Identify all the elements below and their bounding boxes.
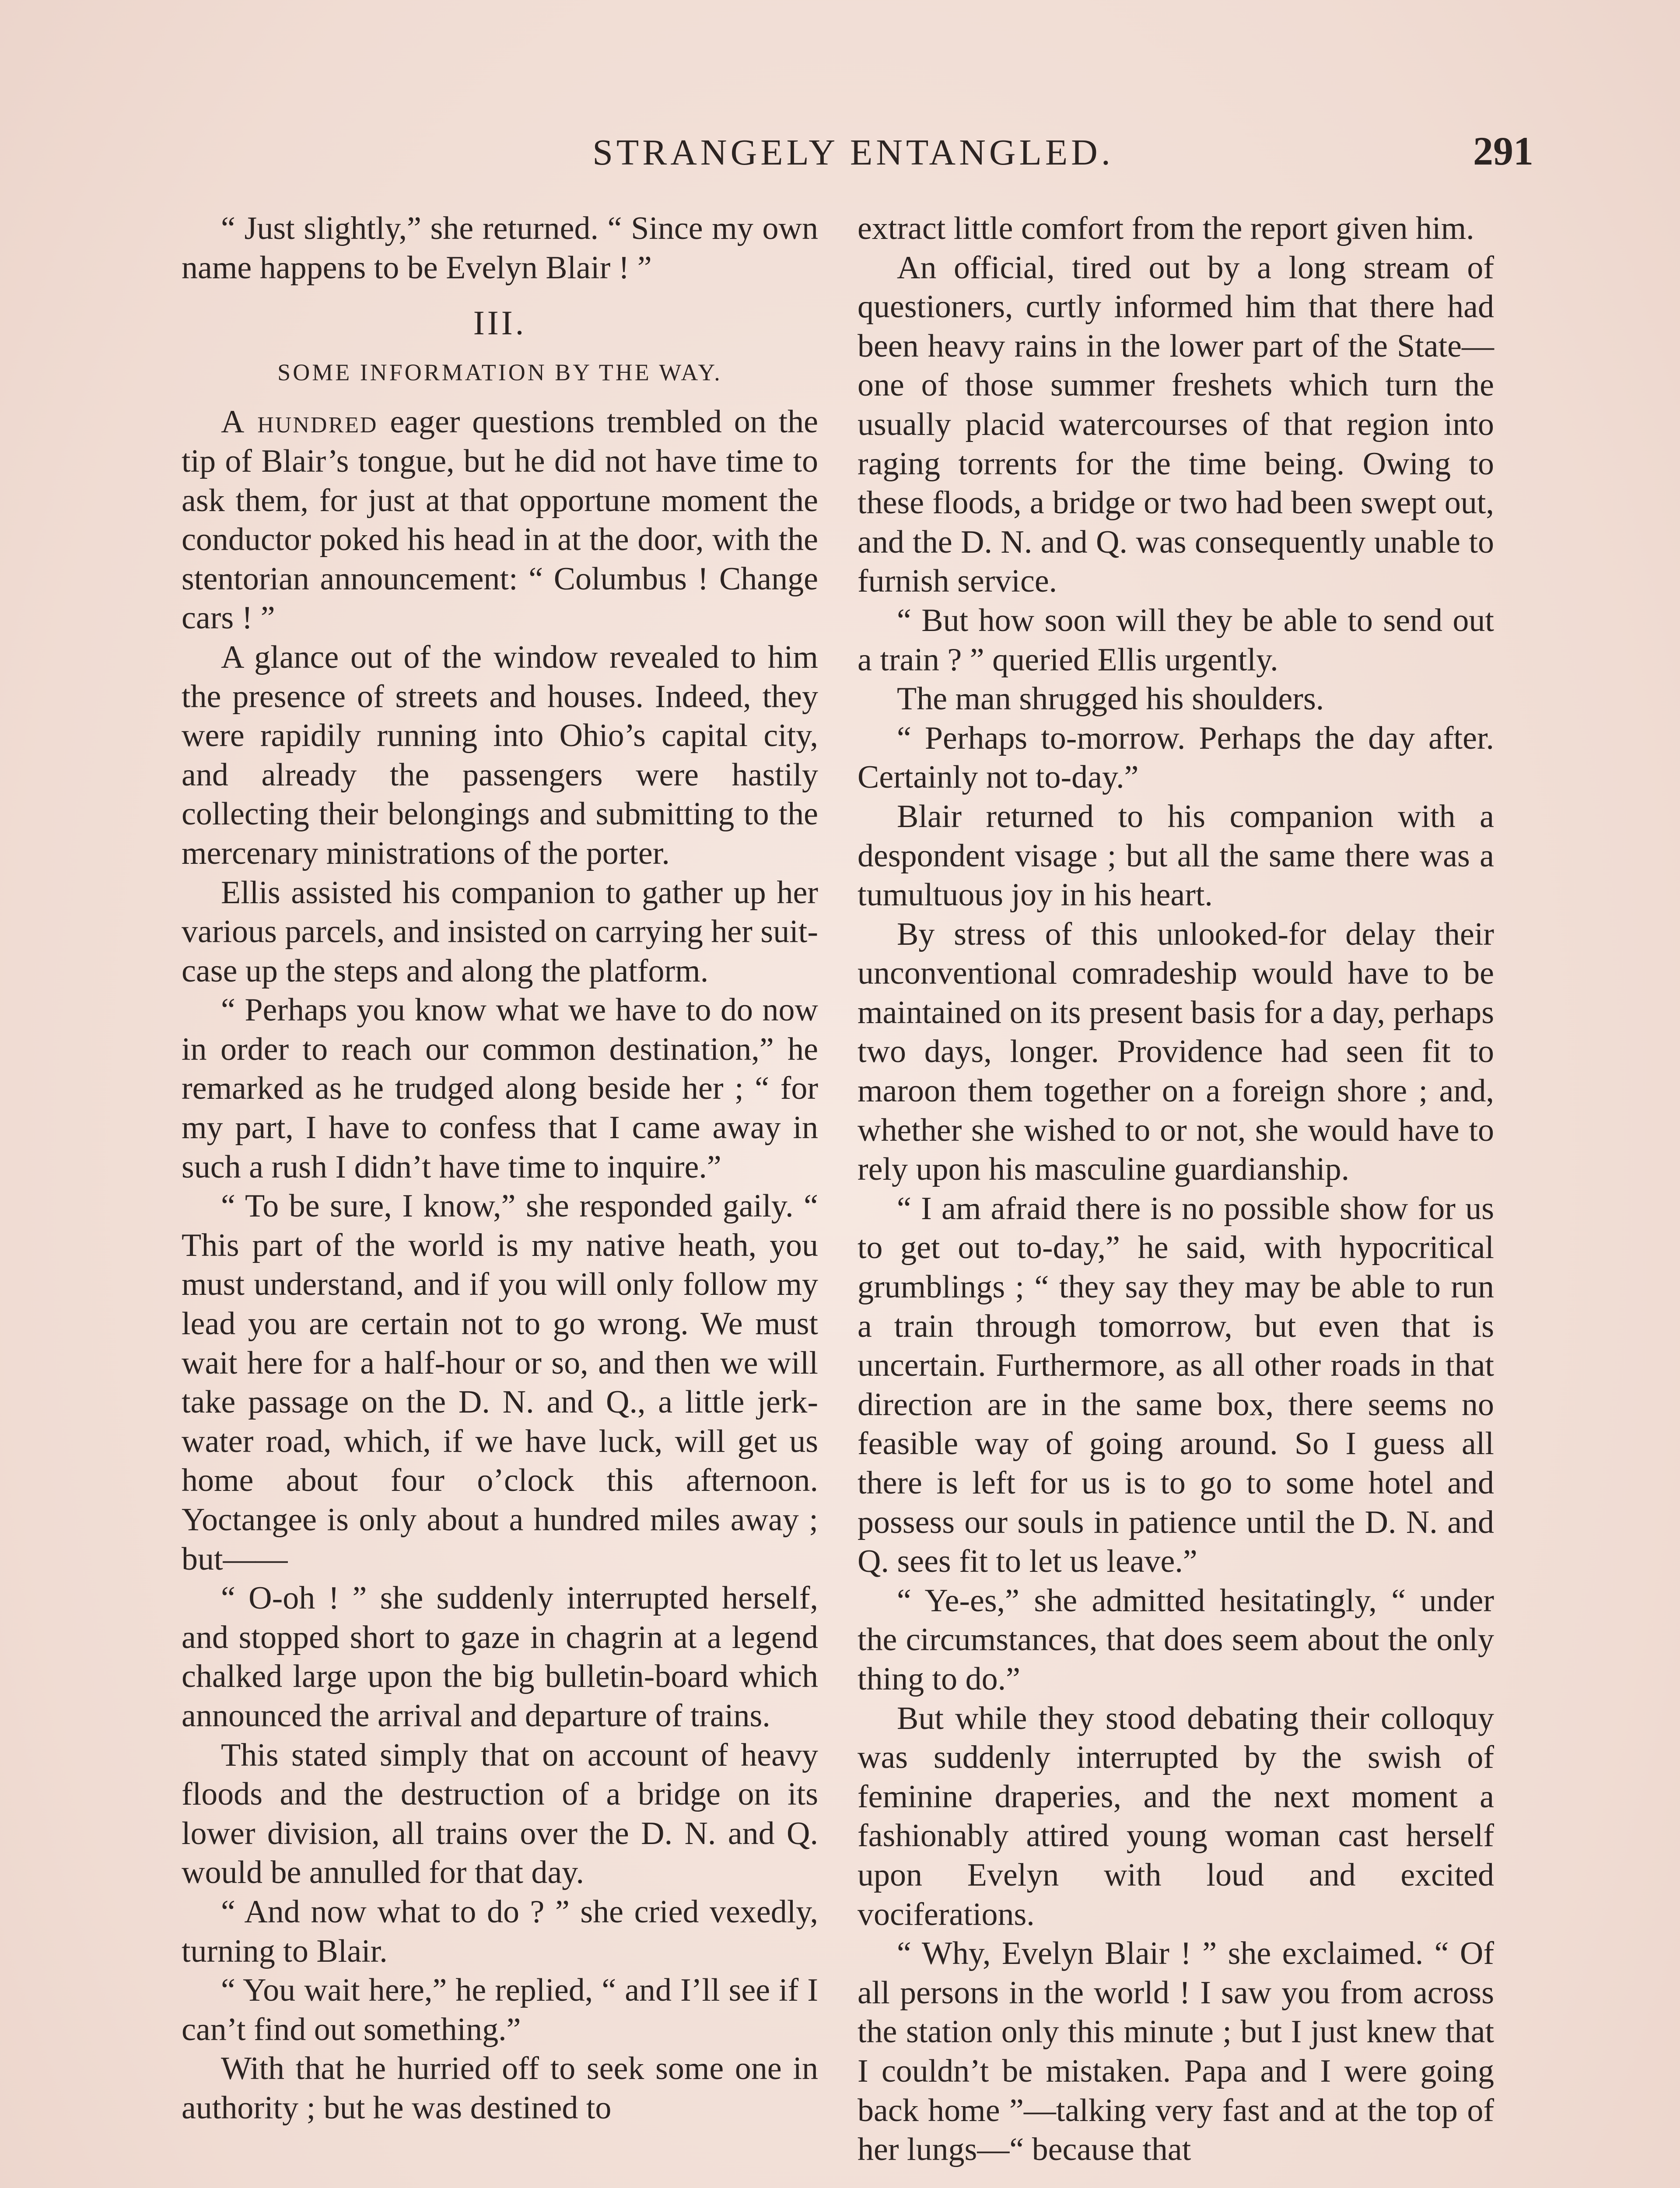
paragraph-text: eager questions trembled on the tip of Blair’s tongue, but he did not have time to ask them, for just at that opportune moment the conductor poked his head in at the door, with the stentorian announcement: “ Columbus ! Change cars ! ”	[182, 404, 818, 636]
paragraph: The man shrugged his shoulders.	[897, 681, 1324, 717]
running-title: STRANGELY ENTANGLED.	[592, 132, 1114, 173]
paragraph: By stress of this unlooked-for delay their unconventional comradeship would have to be maintained on its present basis for a day, perhaps two days, longer. Providence had seen fit to maroon them together on a foreign shore ; and, whether she wished to or not, she would have to rely upon his masculine guardianship.	[858, 916, 1494, 1188]
paragraph: “ O-oh ! ” she suddenly interrupted herself, and stopped short to gaze in chagrin at a legend chalked large upon the big bulletin-board which announced the arrival and departure of trains.	[182, 1580, 818, 1734]
chapter-title: SOME INFORMATION BY THE WAY.	[277, 359, 722, 386]
right-column	[858, 209, 1494, 2170]
paragraph: “ But how soon will they be able to send out a train ? ” queried Ellis urgently.	[858, 602, 1494, 678]
paragraph: But while they stood debating their colloquy was suddenly interrupted by the swish of feminine draperies, and the next moment a fashionably attired young woman cast herself upon Evelyn with loud and excited vociferations.	[858, 1700, 1494, 1932]
paragraph	[182, 403, 818, 638]
paragraph: This stated simply that on account of heavy floods and the destruction of a bridge on its lower division, all trains over the D. N. and Q. would be annulled for that day.	[182, 1737, 818, 1891]
page-number: 291	[1473, 129, 1533, 173]
paragraph: “ To be sure, I know,” she responded gaily. “ This part of the world is my native heath, you must understand, and if you will only follow my lead you are certain not to go wrong. We must wait here for a half-hour or so, and then we will take passage on the D. N. and Q., a little jerk-water road, which, if we have luck, will get us home about four o’clock this afternoon. Yoctangee is only about a hundred miles away ; but——	[182, 1188, 818, 1577]
paragraph: A glance out of the window revealed to him the presence of streets and houses. Indeed, they were rapidily running into Ohio’s capital city, and already the passengers were hastily collecting their belongings and submitting to the mercenary ministrations of the porter.	[182, 639, 818, 871]
paragraph: Blair returned to his companion with a despondent visage ; but all the same there was a tumultuous joy in his heart.	[858, 798, 1494, 913]
chapter-number: III.	[473, 304, 527, 342]
paragraph: “ Why, Evelyn Blair ! ” she exclaimed. “ Of all persons in the world ! I saw you from across the station only this minute ; but I just knew that I couldn’t be mistaken. Papa and I were going back home ”—talking very fast and at the top of her lungs—“ because that	[858, 1936, 1494, 2168]
paragraph: extract little comfort from the report given him.	[858, 210, 1474, 246]
paragraph: “ And now what to do ? ” she cried vexedly, turning to Blair.	[182, 1893, 818, 1969]
paragraph: “ You wait here,” he replied, “ and I’ll see if I can’t find out something.”	[182, 1972, 818, 2048]
paragraph: “ Just slightly,” she returned. “ Since my own name happens to be Evelyn Blair ! ”	[182, 210, 818, 286]
paragraph: “ Ye-es,” she admitted hesitatingly, “ under the circumstances, that does seem about the only thing to do.”	[858, 1582, 1494, 1697]
paragraph: Ellis assisted his companion to gather up her various parcels, and insisted on carrying her suit-case up the steps and along the platform.	[182, 874, 818, 989]
left-column	[182, 209, 818, 2128]
drop-lead: A hundred	[221, 404, 378, 440]
paragraph: “ I am afraid there is no possible show for us to get out to-day,” he said, with hypocritical grumblings ; “ they say they may be able to run a train through tomorrow, but even that is uncertain. Furthermore, as all other roads in that direction are in the same box, there seems no feasible way of going around. So I guess all there is left for us is to go to some hotel and possess our souls in patience until the D. N. and Q. sees fit to let us leave.”	[858, 1190, 1494, 1580]
paragraph: An official, tired out by a long stream of questioners, curtly informed him that there had been heavy rains in the lower part of the State—one of those summer freshets which turn the usually placid watercourses of that region into raging torrents for the time being. Owing to these floods, a bridge or two had been swept out, and the D. N. and Q. was consequently unable to furnish service.	[858, 249, 1494, 600]
paragraph: “ Perhaps to-morrow. Perhaps the day after. Certainly not to-day.”	[858, 720, 1494, 796]
paragraph: With that he hurried off to seek some one in authority ; but he was destined to	[182, 2051, 818, 2126]
paragraph: “ Perhaps you know what we have to do now in order to reach our common destination,” he remarked as he trudged along beside her ; “ for my part, I have to confess that I came away in such a rush I didn’t have time to inquire.”	[182, 992, 818, 1185]
